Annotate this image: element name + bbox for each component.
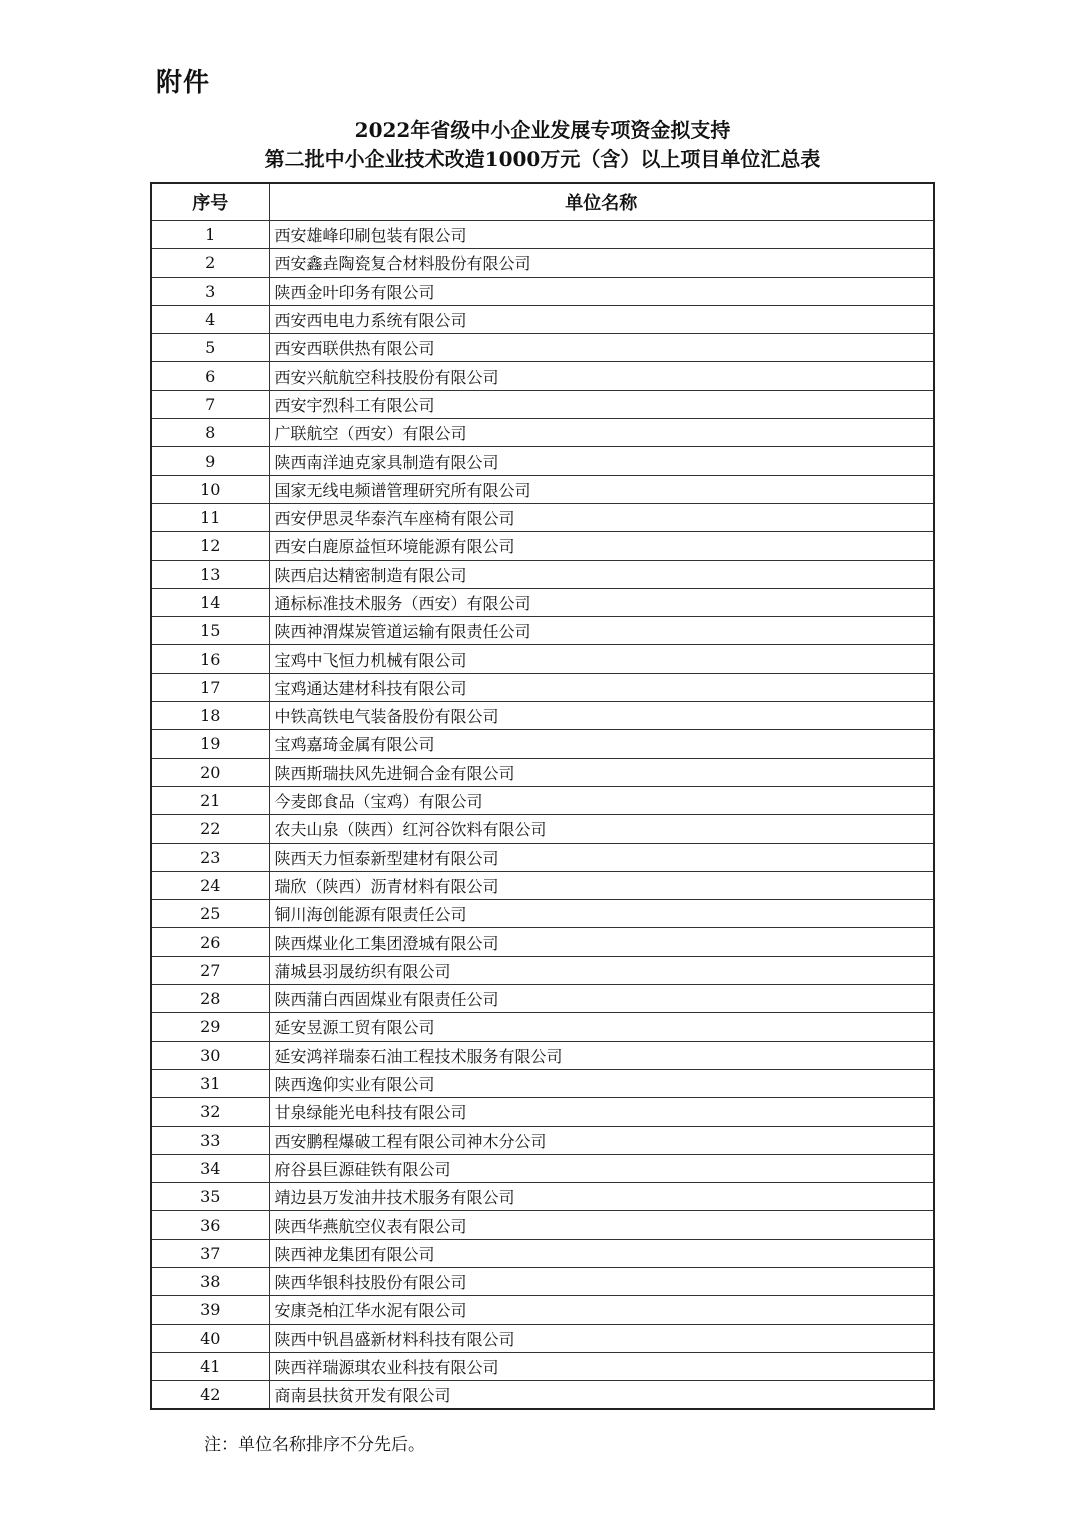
company-name-cell: 府谷县巨源硅铁有限公司	[269, 1154, 934, 1182]
table-row	[151, 475, 934, 503]
table-row	[151, 503, 934, 531]
table-row	[151, 277, 934, 305]
attachment-label: 附件	[156, 68, 211, 98]
serial-number-cell: 21	[151, 786, 269, 814]
serial-number-cell: 26	[151, 928, 269, 956]
table-row	[151, 221, 934, 249]
table-row	[151, 702, 934, 730]
company-name-cell: 中铁高铁电气装备股份有限公司	[269, 702, 934, 730]
company-table	[150, 182, 935, 1410]
company-name-cell: 西安西联供热有限公司	[269, 334, 934, 362]
serial-number-cell: 30	[151, 1041, 269, 1069]
company-name-cell: 陕西蒲白西固煤业有限责任公司	[269, 985, 934, 1013]
company-name-cell: 陕西启达精密制造有限公司	[269, 560, 934, 588]
table-row	[151, 362, 934, 390]
serial-number-cell: 40	[151, 1324, 269, 1352]
serial-number-cell: 17	[151, 673, 269, 701]
footnote: 注：单位名称排序不分先后。	[204, 1435, 425, 1455]
company-name-cell: 陕西天力恒泰新型建材有限公司	[269, 843, 934, 871]
table-row	[151, 588, 934, 616]
company-name-cell: 瑞欣（陕西）沥青材料有限公司	[269, 871, 934, 899]
company-name-cell: 西安伊思灵华泰汽车座椅有限公司	[269, 503, 934, 531]
serial-number-cell: 1	[151, 221, 269, 249]
table-row	[151, 1154, 934, 1182]
document-title-line-2: 第二批中小企业技术改造1000万元（含）以上项目单位汇总表	[264, 147, 821, 171]
company-name-cell: 宝鸡嘉琦金属有限公司	[269, 730, 934, 758]
company-name-cell: 西安鹏程爆破工程有限公司神木分公司	[269, 1126, 934, 1154]
serial-number-cell: 38	[151, 1267, 269, 1295]
table-row	[151, 419, 934, 447]
header-company-name: 单位名称	[269, 183, 934, 221]
company-name-cell: 延安昱源工贸有限公司	[269, 1013, 934, 1041]
table-row	[151, 871, 934, 899]
table-row	[151, 1239, 934, 1267]
serial-number-cell: 18	[151, 702, 269, 730]
serial-number-cell: 37	[151, 1239, 269, 1267]
table-row	[151, 1183, 934, 1211]
table-row	[151, 560, 934, 588]
table-row	[151, 843, 934, 871]
company-name-cell: 宝鸡中飞恒力机械有限公司	[269, 645, 934, 673]
company-name-cell: 西安白鹿原益恒环境能源有限公司	[269, 532, 934, 560]
serial-number-cell: 42	[151, 1381, 269, 1410]
company-name-cell: 广联航空（西安）有限公司	[269, 419, 934, 447]
serial-number-cell: 27	[151, 956, 269, 984]
company-name-cell: 陕西中钒昌盛新材料科技有限公司	[269, 1324, 934, 1352]
company-name-cell: 宝鸡通达建材科技有限公司	[269, 673, 934, 701]
serial-number-cell: 20	[151, 758, 269, 786]
serial-number-cell: 33	[151, 1126, 269, 1154]
company-name-cell: 西安宇烈科工有限公司	[269, 390, 934, 418]
table-row	[151, 956, 934, 984]
serial-number-cell: 22	[151, 815, 269, 843]
table-row	[151, 249, 934, 277]
company-name-cell: 陕西华银科技股份有限公司	[269, 1267, 934, 1295]
table-row	[151, 532, 934, 560]
serial-number-cell: 13	[151, 560, 269, 588]
table-row	[151, 1211, 934, 1239]
serial-number-cell: 31	[151, 1069, 269, 1097]
serial-number-cell: 25	[151, 900, 269, 928]
company-name-cell: 蒲城县羽晟纺织有限公司	[269, 956, 934, 984]
table-row	[151, 1324, 934, 1352]
table-body	[151, 221, 934, 1410]
company-name-cell: 陕西祥瑞源琪农业科技有限公司	[269, 1352, 934, 1380]
company-name-cell: 陕西华燕航空仪表有限公司	[269, 1211, 934, 1239]
table-header-row	[151, 183, 934, 221]
serial-number-cell: 15	[151, 617, 269, 645]
serial-number-cell: 2	[151, 249, 269, 277]
company-name-cell: 安康尧柏江华水泥有限公司	[269, 1296, 934, 1324]
company-name-cell: 陕西斯瑞扶风先进铜合金有限公司	[269, 758, 934, 786]
table-row	[151, 334, 934, 362]
serial-number-cell: 12	[151, 532, 269, 560]
serial-number-cell: 35	[151, 1183, 269, 1211]
serial-number-cell: 5	[151, 334, 269, 362]
company-name-cell: 西安西电电力系统有限公司	[269, 305, 934, 333]
serial-number-cell: 16	[151, 645, 269, 673]
serial-number-cell: 36	[151, 1211, 269, 1239]
table-row	[151, 815, 934, 843]
company-name-cell: 陕西金叶印务有限公司	[269, 277, 934, 305]
serial-number-cell: 32	[151, 1098, 269, 1126]
serial-number-cell: 34	[151, 1154, 269, 1182]
company-name-cell: 陕西逸仰实业有限公司	[269, 1069, 934, 1097]
serial-number-cell: 6	[151, 362, 269, 390]
table-row	[151, 1041, 934, 1069]
header-serial-number: 序号	[151, 183, 269, 221]
company-name-cell: 陕西神渭煤炭管道运输有限责任公司	[269, 617, 934, 645]
company-name-cell: 西安兴航航空科技股份有限公司	[269, 362, 934, 390]
serial-number-cell: 19	[151, 730, 269, 758]
table-row	[151, 1381, 934, 1410]
table-row	[151, 1013, 934, 1041]
company-name-cell: 国家无线电频谱管理研究所有限公司	[269, 475, 934, 503]
table-row	[151, 730, 934, 758]
table-row	[151, 447, 934, 475]
serial-number-cell: 3	[151, 277, 269, 305]
company-name-cell: 陕西神龙集团有限公司	[269, 1239, 934, 1267]
table-row	[151, 645, 934, 673]
serial-number-cell: 28	[151, 985, 269, 1013]
serial-number-cell: 4	[151, 305, 269, 333]
table-row	[151, 985, 934, 1013]
table-row	[151, 900, 934, 928]
company-name-cell: 今麦郎食品（宝鸡）有限公司	[269, 786, 934, 814]
serial-number-cell: 9	[151, 447, 269, 475]
table-row	[151, 928, 934, 956]
table-row	[151, 1069, 934, 1097]
serial-number-cell: 24	[151, 871, 269, 899]
serial-number-cell: 8	[151, 419, 269, 447]
serial-number-cell: 7	[151, 390, 269, 418]
company-name-cell: 西安鑫垚陶瓷复合材料股份有限公司	[269, 249, 934, 277]
serial-number-cell: 39	[151, 1296, 269, 1324]
table-row	[151, 673, 934, 701]
company-name-cell: 农夫山泉（陕西）红河谷饮料有限公司	[269, 815, 934, 843]
serial-number-cell: 14	[151, 588, 269, 616]
table-row	[151, 390, 934, 418]
company-name-cell: 靖边县万发油井技术服务有限公司	[269, 1183, 934, 1211]
company-name-cell: 陕西南洋迪克家具制造有限公司	[269, 447, 934, 475]
table-row	[151, 1126, 934, 1154]
serial-number-cell: 29	[151, 1013, 269, 1041]
company-name-cell: 西安雄峰印刷包装有限公司	[269, 221, 934, 249]
company-name-cell: 甘泉绿能光电科技有限公司	[269, 1098, 934, 1126]
table-row	[151, 1352, 934, 1380]
table-row	[151, 758, 934, 786]
company-name-cell: 商南县扶贫开发有限公司	[269, 1381, 934, 1410]
table-row	[151, 786, 934, 814]
table-row	[151, 1098, 934, 1126]
company-name-cell: 延安鸿祥瑞泰石油工程技术服务有限公司	[269, 1041, 934, 1069]
table-row	[151, 1296, 934, 1324]
table-row	[151, 305, 934, 333]
serial-number-cell: 10	[151, 475, 269, 503]
table-row	[151, 1267, 934, 1295]
document-title-line-1: 2022年省级中小企业发展专项资金拟支持	[354, 118, 731, 142]
company-name-cell: 通标标准技术服务（西安）有限公司	[269, 588, 934, 616]
serial-number-cell: 41	[151, 1352, 269, 1380]
company-name-cell: 铜川海创能源有限责任公司	[269, 900, 934, 928]
serial-number-cell: 23	[151, 843, 269, 871]
company-name-cell: 陕西煤业化工集团澄城有限公司	[269, 928, 934, 956]
serial-number-cell: 11	[151, 503, 269, 531]
table-row	[151, 617, 934, 645]
